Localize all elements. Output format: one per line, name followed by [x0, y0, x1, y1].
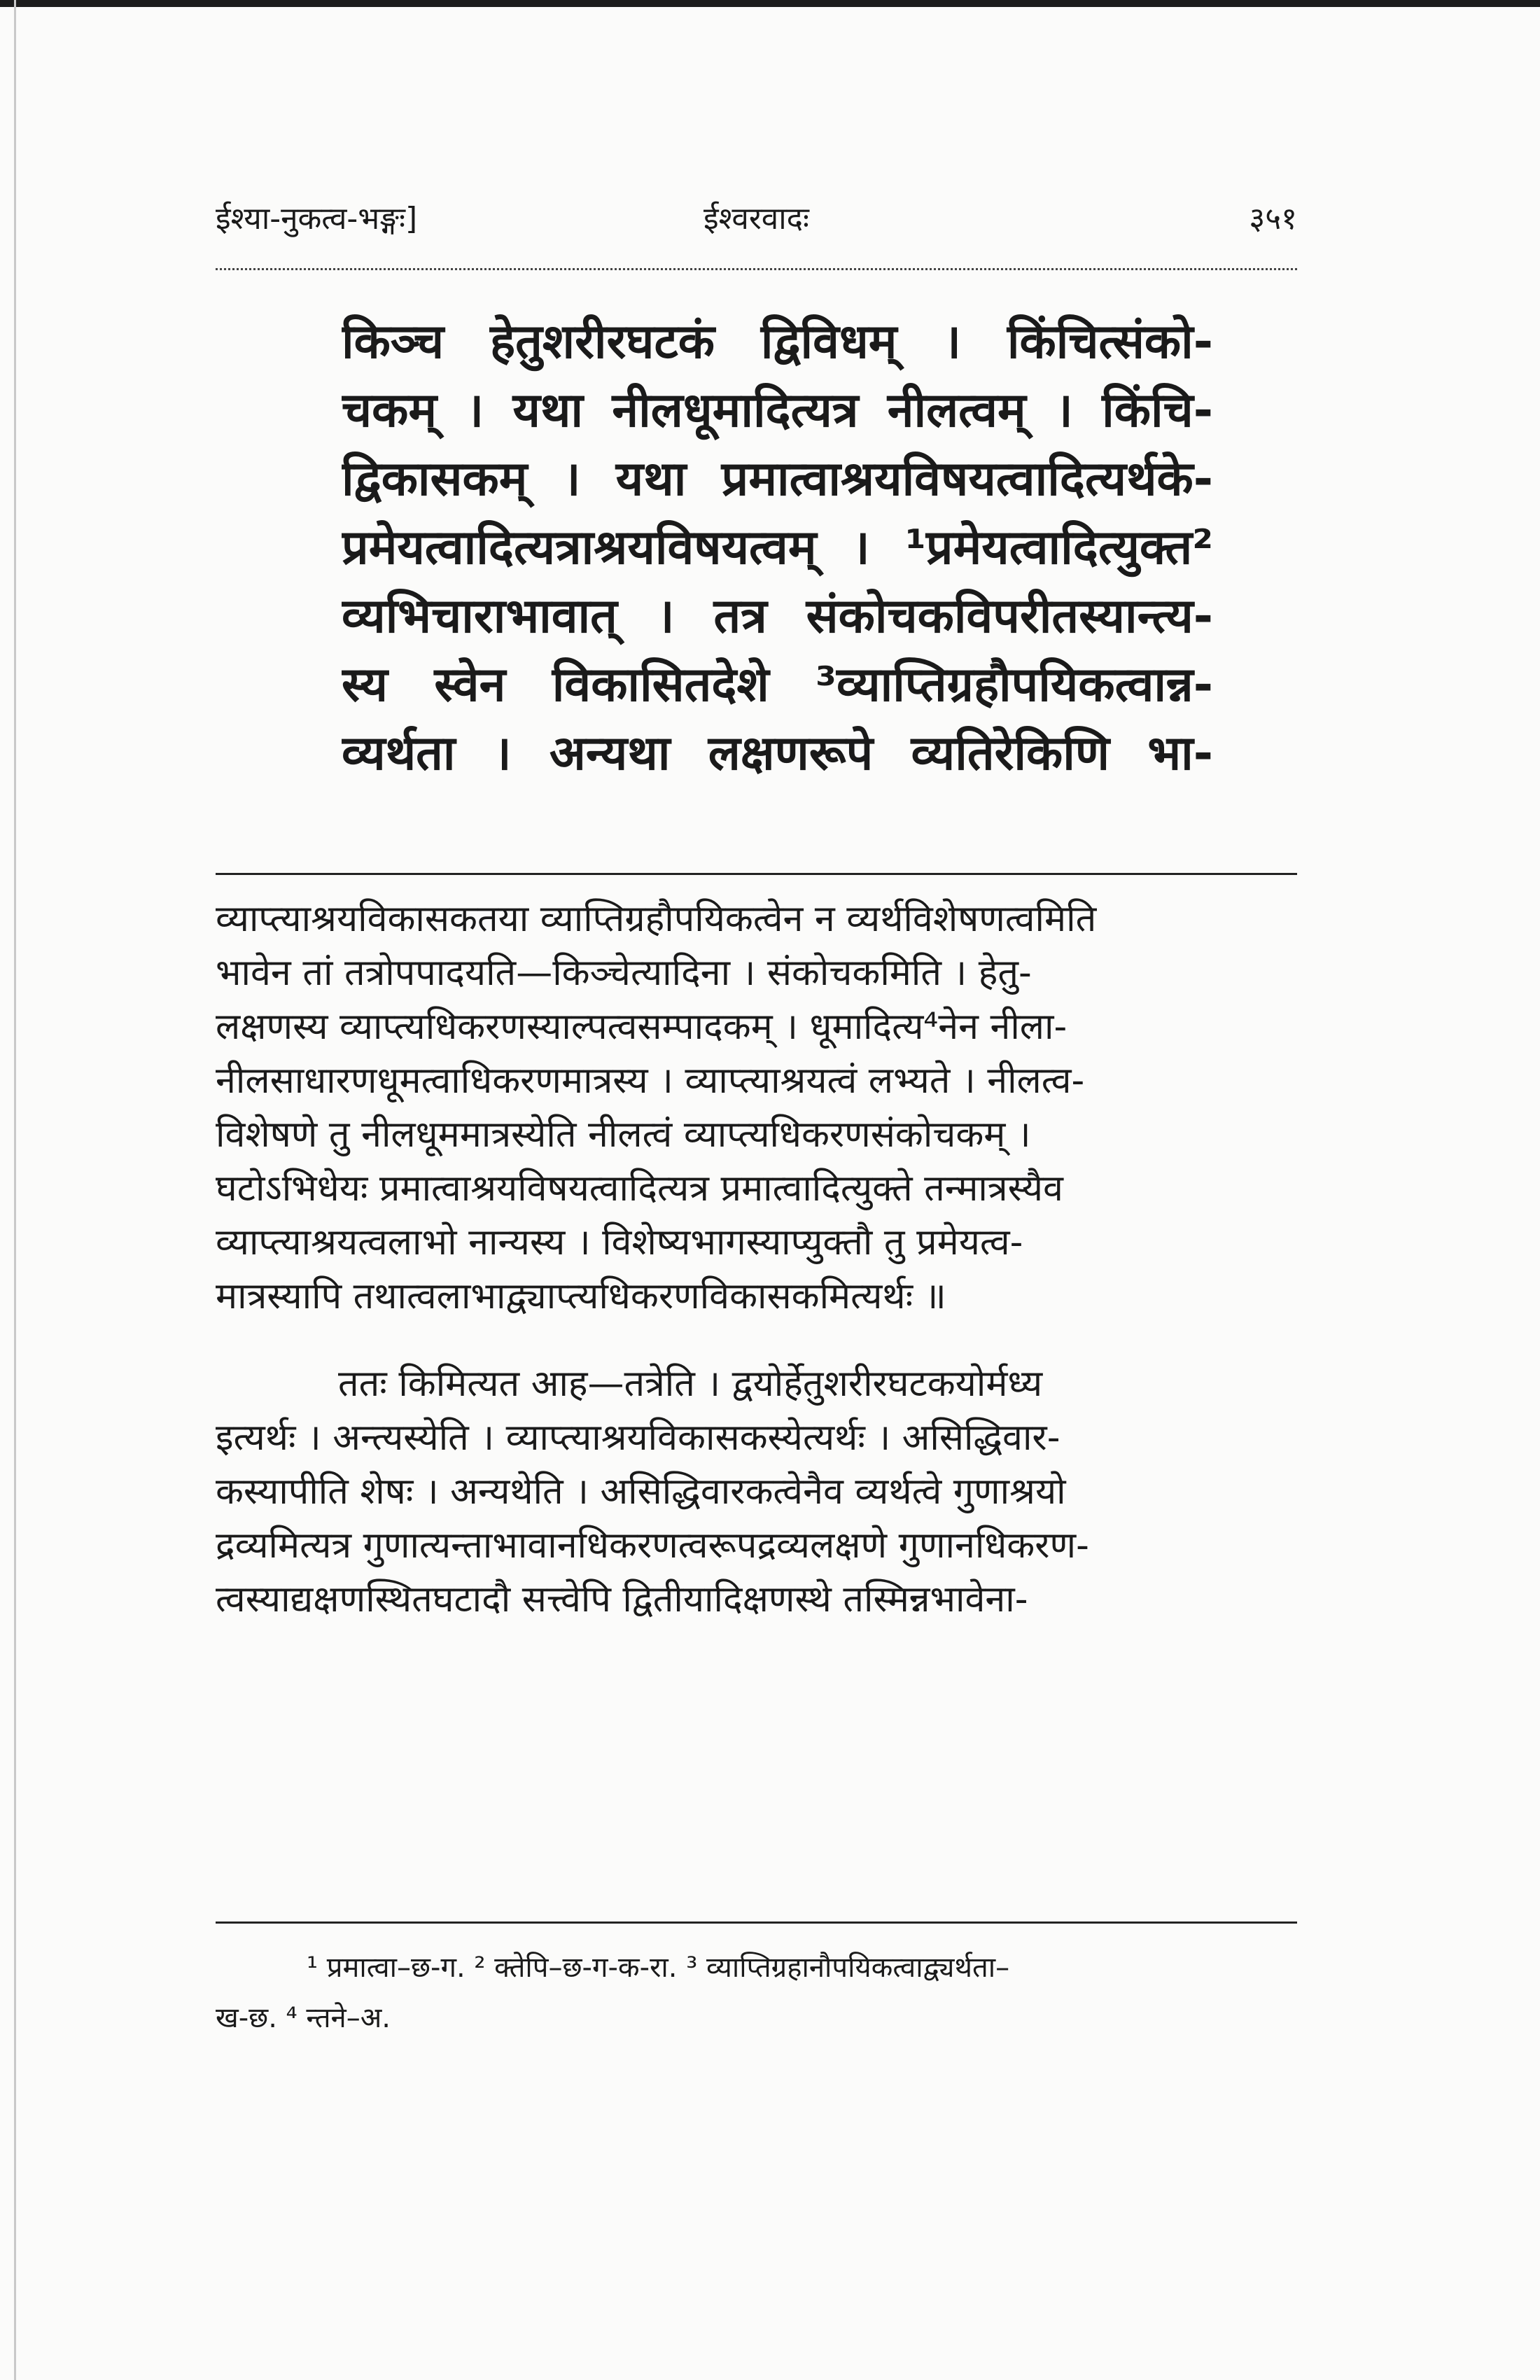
commentary: [216, 892, 1297, 1627]
header-section-title: ईश्या-नुकत्व-भङ्गः]: [216, 201, 418, 237]
footnote-line: ख-छ. ⁴ न्तने–अ.: [216, 2002, 391, 2034]
footnotes: [216, 1942, 1297, 2043]
commentary-line: घटोऽभिधेयः प्रमात्वाश्रयविषयत्वादित्यत्र प्रमात्वादित्युक्ते तन्मात्रस्यैव: [216, 1168, 1063, 1210]
main-text-line: चकम् । यथा नीलधूमादित्यत्र नीलत्वम् । किंचि-: [342, 383, 1213, 438]
commentary-line: व्याप्त्याश्रयविकासकतया व्याप्तिग्रहौपयिकत्वेन न व्यर्थविशेषणत्वमिति: [216, 898, 1097, 940]
scan-left-edge: [14, 0, 16, 2380]
running-header: [216, 196, 1297, 252]
header-chapter-title: ईश्वरवादः: [704, 201, 809, 237]
commentary-line: मात्रस्यापि तथात्वलाभाद्व्याप्त्यधिकरणविकासकमित्यर्थः ॥: [216, 1275, 946, 1317]
main-text-line: व्यभिचाराभावात् । तत्र संकोचकविपरीतस्यान्त्य-: [342, 589, 1213, 644]
commentary-line: लक्षणस्य व्याप्त्यधिकरणस्याल्पत्वसम्पादकम् । धूमादित्य⁴नेन नीला-: [216, 1006, 1068, 1048]
commentary-line: व्याप्त्याश्रयत्वलाभो नान्यस्य । विशेष्यभागस्याप्युक्तौ तु प्रमेयत्व-: [216, 1222, 1023, 1264]
main-text-line: स्य स्वेन विकासितदेशे ³व्याप्तिग्रहौपयिकत्वान्न-: [342, 657, 1213, 713]
footnote-divider: [216, 1921, 1297, 1924]
main-text-line: द्विकासकम् । यथा प्रमात्वाश्रयविषयत्वादित्यर्थके-: [342, 451, 1213, 507]
commentary-line: त्वस्याद्यक्षणस्थितघटादौ सत्त्वेपि द्वितीयादिक्षणस्थे तस्मिन्नभावेना-: [216, 1578, 1028, 1620]
text-commentary-divider: [216, 873, 1297, 875]
commentary-line: ततः किमित्यत आह—तत्रेति । द्वयोर्हेतुशरीरघटकयोर्मध्य: [338, 1363, 1043, 1405]
main-text-line: किञ्च हेतुशरीरघटकं द्विविधम् । किंचित्संको-: [342, 314, 1213, 370]
commentary-line: द्रव्यमित्यत्र गुणात्यन्ताभावानधिकरणत्वरूपद्रव्यलक्षणे गुणानधिकरण-: [216, 1525, 1089, 1567]
main-text-line: प्रमेयत्वादित्यत्राश्रयविषयत्वम् । ¹प्रमेयत्वादित्युक्त²: [342, 520, 1213, 575]
commentary-line: कस्यापीति शेषः । अन्यथेति । असिद्धिवारकत्वेनैव व्यर्थत्वे गुणाश्रयो: [216, 1471, 1066, 1513]
paragraph-gap: [216, 1324, 1297, 1357]
page-number: ३५१: [1249, 201, 1297, 237]
commentary-line: नीलसाधारणधूमत्वाधिकरणमात्रस्य । व्याप्त्याश्रयत्वं लभ्यते । नीलत्व-: [216, 1060, 1085, 1102]
commentary-line: विशेषणे तु नीलधूममात्रस्येति नीलत्वं व्याप्त्यधिकरणसंकोचकम् ।: [216, 1114, 1031, 1156]
main-text: [342, 308, 1213, 788]
footnote-line: ¹ प्रमात्वा–छ-ग. ² क्तेपि–छ-ग-क-रा. ³ व्याप्तिग्रहानौपयिकत्वाद्व्यर्थता–: [307, 1952, 1010, 1984]
commentary-line: इत्यर्थः । अन्त्यस्येति । व्याप्त्याश्रयविकासकस्येत्यर्थः । असिद्धिवार-: [216, 1417, 1060, 1459]
commentary-line: भावेन तां तत्रोपपादयति—किञ्चेत्यादिना । संकोचकमिति । हेतु-: [216, 952, 1032, 994]
scan-top-edge: [0, 0, 1540, 7]
header-rule: [216, 268, 1297, 270]
main-text-line: व्यर्थता । अन्यथा लक्षणरूपे व्यतिरेकिणि भा-: [342, 726, 1213, 781]
